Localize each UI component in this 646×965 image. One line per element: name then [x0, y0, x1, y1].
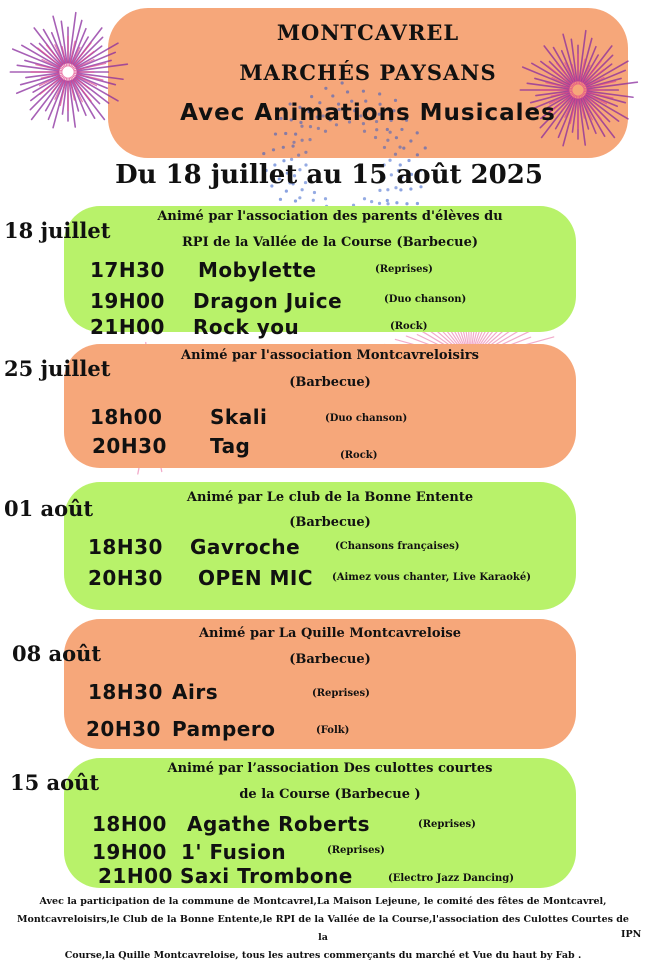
- act-genre: (Reprises): [375, 264, 433, 275]
- event-host-line: (Barbecue): [289, 652, 371, 667]
- footer-line: Montcavreloisirs,le Club de la Bonne Entente,le RPI de la Vallée de la Course,l'association des Culottes Courtes de la: [17, 914, 629, 943]
- event-host-line: Animé par l'association des parents d'élèves du: [157, 209, 503, 224]
- act-time: 18H00: [92, 812, 167, 836]
- act-band: Pampero: [172, 717, 276, 741]
- act-band: Agathe Roberts: [187, 812, 370, 836]
- event-day: 18 juillet: [4, 218, 111, 243]
- event-host-line: Animé par l’association Des culottes courtes: [167, 761, 493, 776]
- act-band: Saxi Trombone: [180, 864, 353, 888]
- act-time: 19H00: [90, 289, 165, 313]
- event-day: 15 août: [10, 770, 100, 795]
- title-line-3: Avec Animations Musicales: [180, 100, 556, 126]
- act-genre: (Aimez vous chanter, Live Karaoké): [332, 572, 531, 583]
- act-time: 21H00: [90, 315, 165, 339]
- act-genre: (Electro Jazz Dancing): [388, 873, 514, 884]
- act-band: Mobylette: [198, 258, 317, 282]
- act-genre: (Rock): [390, 321, 428, 332]
- act-time: 21H00: [98, 864, 173, 888]
- act-genre: (Reprises): [327, 845, 385, 856]
- event-host-line: RPI de la Vallée de la Course (Barbecue): [182, 235, 478, 250]
- act-genre: (Chansons françaises): [335, 541, 460, 552]
- event-day: 25 juillet: [4, 356, 111, 381]
- footer-credits: [12, 893, 634, 965]
- title-line-1: MONTCAVREL: [276, 20, 460, 45]
- footer-line: Course,la Quille Montcavreloise, tous les autres commerçants du marché et Vue du haut by Fab .: [64, 950, 582, 961]
- title-line-2: MARCHÉS PAYSANS: [239, 60, 497, 85]
- event-host-line: Animé par La Quille Montcavreloise: [198, 626, 462, 641]
- act-genre: (Reprises): [312, 688, 370, 699]
- footer-line: Avec la participation de la commune de Montcavrel,La Maison Lejeune, le comité des fêtes de Montcavrel,: [39, 896, 607, 907]
- act-genre: (Folk): [316, 725, 350, 736]
- act-band: Dragon Juice: [193, 289, 343, 313]
- act-band: Airs: [172, 680, 219, 704]
- act-time: 19H00: [92, 840, 167, 864]
- event-host-line: (Barbecue): [289, 375, 371, 390]
- act-band: OPEN MIC: [198, 566, 314, 590]
- event-day: 08 août: [12, 641, 102, 666]
- act-genre: (Rock): [340, 450, 378, 461]
- act-time: 18h00: [90, 405, 163, 429]
- event-host-line: Animé par l'association Montcavreloisirs: [181, 348, 479, 363]
- act-time: 18H30: [88, 535, 163, 559]
- act-band: 1' Fusion: [181, 840, 287, 864]
- act-time: 17H30: [90, 258, 165, 282]
- act-band: Skali: [210, 405, 268, 429]
- act-genre: (Reprises): [418, 819, 476, 830]
- act-band: Tag: [210, 434, 251, 458]
- date-range: Du 18 juillet au 15 août 2025: [115, 160, 543, 190]
- act-time: 20H30: [86, 717, 161, 741]
- act-time: 18H30: [88, 680, 163, 704]
- act-genre: (Duo chanson): [384, 294, 467, 305]
- firework-top-right-icon: [520, 31, 637, 146]
- act-genre: (Duo chanson): [325, 413, 408, 424]
- event-host-line: de la Course (Barbecue ): [239, 787, 421, 802]
- event-host-line: Animé par Le club de la Bonne Entente: [186, 490, 474, 505]
- event-day: 01 août: [4, 496, 94, 521]
- credit-mark: IPN: [621, 929, 642, 940]
- act-time: 20H30: [92, 434, 167, 458]
- act-band: Rock you: [193, 315, 300, 339]
- event-host-line: (Barbecue): [289, 515, 371, 530]
- act-band: Gavroche: [190, 535, 301, 559]
- act-time: 20H30: [88, 566, 163, 590]
